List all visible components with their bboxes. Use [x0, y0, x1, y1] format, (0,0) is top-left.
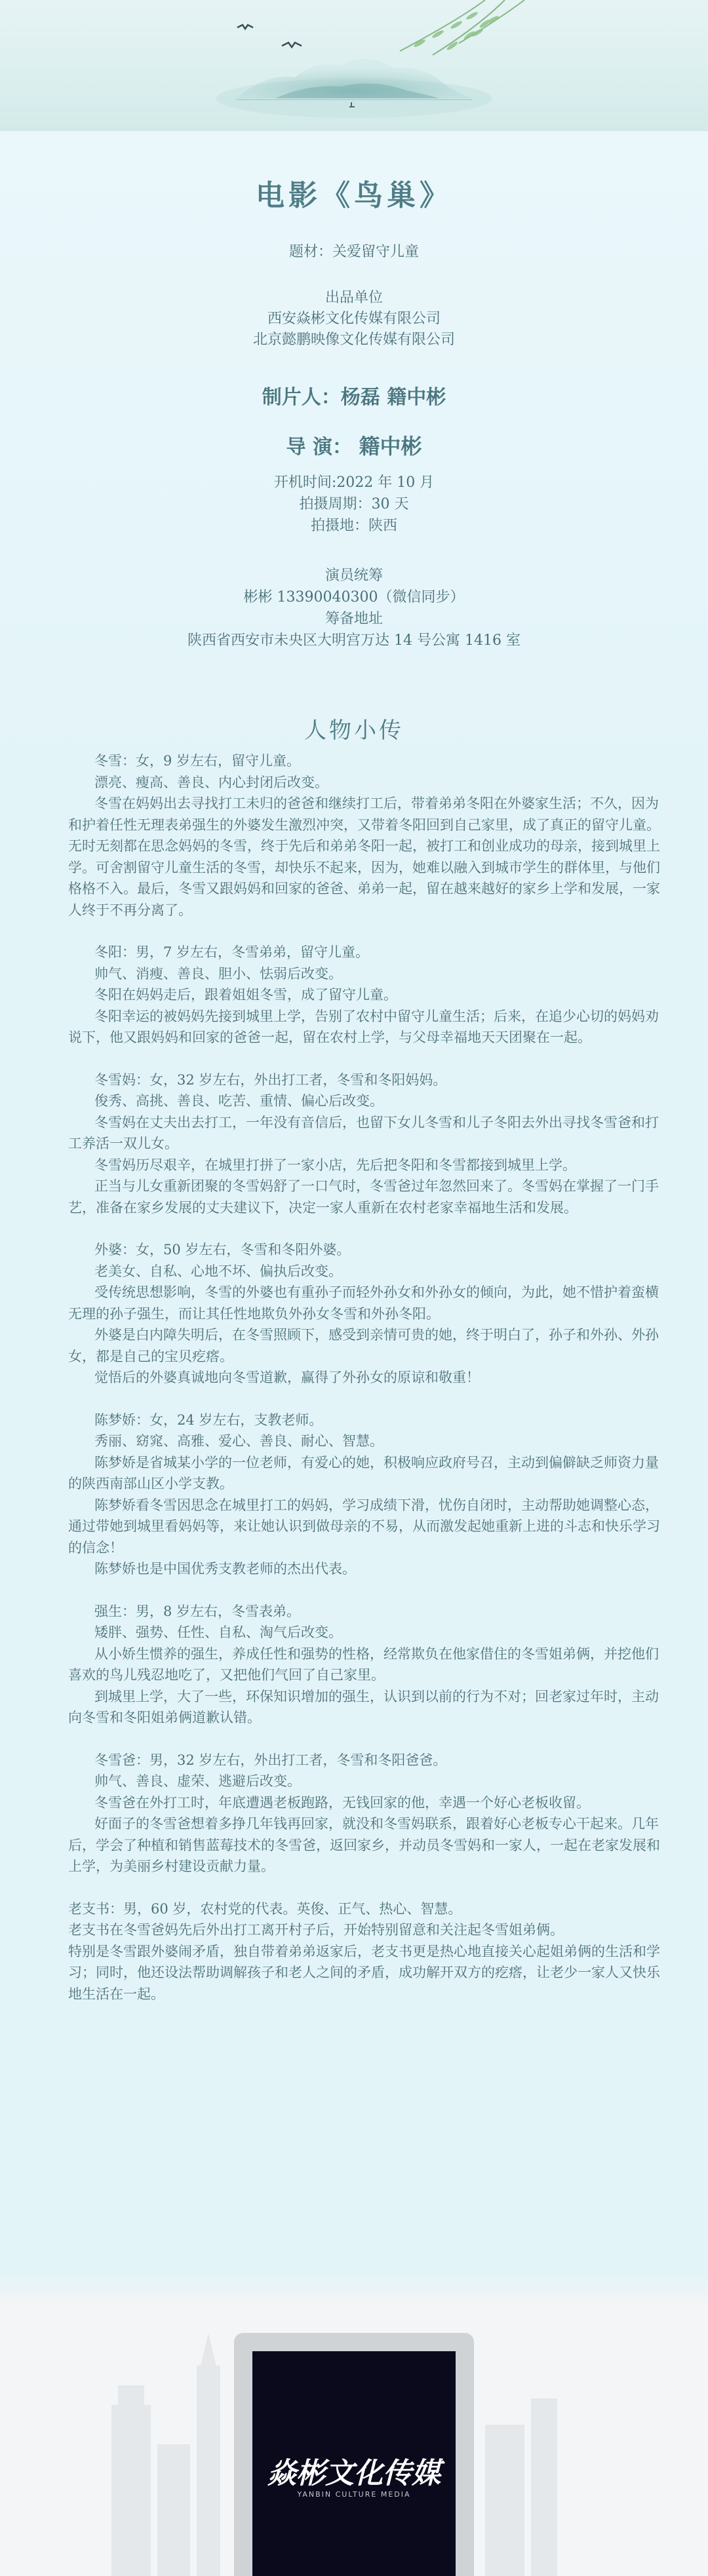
bio-paragraph: 强生：男，8 岁左右，冬雪表弟。 — [94, 1603, 301, 1619]
bio-paragraph: 冬雪妈：女，32 岁左右，外出打工者，冬雪和冬阳妈妈。 — [94, 1071, 447, 1088]
start-time: 开机时间:2022 年 10 月 — [273, 474, 435, 491]
logo-subtitle: YANBIN CULTURE MEDIA — [297, 2490, 411, 2499]
logo-name: 焱彬文化传媒 — [267, 2457, 441, 2490]
director-label: 导 演： — [286, 436, 352, 459]
bio-paragraph: 帅气、消瘦、善良、胆小、怯弱后改变。 — [94, 965, 342, 982]
footer — [0, 2274, 708, 2576]
producer-heading: 出品单位 — [324, 290, 383, 306]
theme-line: 题材：关爱留守儿童 — [288, 244, 419, 260]
bio-paragraph: 冬雪妈在丈夫出去打工，一年没有音信后，也留下女儿冬雪和儿子冬阳去外出寻找冬雪爸和打工养活一双儿女。 — [68, 1114, 659, 1151]
bio-paragraph: 陈梦娇看冬雪因思念在城里打工的妈妈，学习成绩下滑，忧伤自闭时，主动帮助她调整心态，通过带她到城里看妈妈等，来让她认识到做母亲的不易，从而激发起她重新上进的斗志和快乐学习的信念！ — [68, 1497, 660, 1556]
prep-address: 陕西省西安市未央区大明宫万达 14 号公寓 1416 室 — [187, 632, 521, 649]
bio-paragraph: 老支书在冬雪爸妈先后外出打工离开村子后，开始特别留意和关注起冬雪姐弟俩。 — [68, 1922, 564, 1938]
bio-paragraph: 到城里上学，大了一些，环保知识增加的强生，认识到以前的行为不对；回老家过年时，主动向冬雪和冬阳姐弟俩道歉认错。 — [68, 1688, 659, 1725]
bio-paragraph: 老支书：男，60 岁，农村党的代表。英俊、正气、热心、智慧。 — [68, 1900, 462, 1917]
bio-paragraph: 无时无刻都在思念妈妈的冬雪，终于先后和弟弟冬阳一起，被打工和创业成功的母亲，接到城里上学。可舍割留守儿童生活的冬雪，却快乐不起来，因为，她难以融入到城市学生的群体里，与他们格格不入。最后，冬雪又跟妈妈和回家的爸爸、弟弟一起，留在越来越好的家乡上学和发展，一家人终于不再分离了。 — [68, 838, 660, 918]
bio-paragraph: 冬雪：女，9 岁左右，留守儿童。 — [94, 753, 301, 769]
bio-paragraph: 好面子的冬雪爸想着多挣几年钱再回家，就没和冬雪妈联系，跟着好心老板专心干起来。几年后，学会了种植和销售蓝莓技术的冬雪爸，返回家乡，并动员冬雪妈和一家人，一起在老家发展和上学，为美丽乡村建设贡献力量。 — [68, 1816, 660, 1874]
prep-heading: 筹备地址 — [324, 611, 383, 627]
director-line — [0, 436, 708, 457]
producer-company-2: 北京懿鹏映像文化传媒有限公司 — [252, 332, 455, 348]
logo-frame — [234, 2333, 474, 2576]
producers-line: 制片人：杨磊 籍中彬 — [262, 386, 446, 409]
character-biographies — [68, 750, 665, 2005]
bio-paragraph: 陈梦娇也是中国优秀支教老师的杰出代表。 — [94, 1561, 356, 1577]
bio-paragraph: 冬阳幸运的被妈妈先接到城里上学，告别了农村中留守儿童生活；后来，在追少心切的妈妈劝说下，他又跟妈妈和回家的爸爸一起，留在农村上学，与父母幸福地天天团聚在一起。 — [68, 1008, 659, 1045]
bio-paragraph: 受传统思想影响，冬雪的外婆也有重孙子而轻外孙女和外孙女的倾向，为此，她不惜护着蛮横无理的孙子强生，而让其任性地欺负外孙女冬雪和外孙冬阳。 — [68, 1284, 659, 1322]
bio-paragraph: 冬雪爸在外打工时，年底遭遇老板跑路，无钱回家的他，幸遇一个好心老板收留。 — [94, 1794, 590, 1811]
header-illustration — [0, 0, 708, 131]
bio-paragraph: 冬雪爸：男，32 岁左右，外出打工者，冬雪和冬阳爸爸。 — [94, 1752, 447, 1768]
shoot-location: 拍摄地：陕西 — [310, 518, 397, 534]
bio-paragraph: 冬雪妈历尽艰辛，在城里打拼了一家小店，先后把冬阳和冬雪都接到城里上学。 — [94, 1157, 576, 1173]
bio-paragraph: 冬雪在妈妈出去寻找打工未归的爸爸和继续打工后，带着弟弟冬阳在外婆家生活；不久，因为和护着任性无理表弟强生的外婆发生激烈冲突，又带着冬阳回到自己家里，成了真正的留守儿童。 — [68, 796, 660, 833]
bio-paragraph: 老美女、自私、心地不坏、偏执后改变。 — [94, 1263, 342, 1279]
bio-paragraph: 漂亮、瘦高、善良、内心封闭后改变。 — [94, 774, 328, 790]
bio-paragraph: 陈梦娇是省城某小学的一位老师，有爱心的她，积极响应政府号召，主动到偏僻缺乏师资力量的陕西南部山区小学支教。 — [68, 1454, 659, 1491]
bio-paragraph: 正当与儿女重新团聚的冬雪妈舒了一口气时，冬雪爸过年忽然回来了。冬雪妈在掌握了一门手艺，准备在家乡发展的丈夫建议下，决定一家人重新在农村老家幸福地生活和发展。 — [68, 1178, 659, 1216]
bio-paragraph: 陈梦娇：女，24 岁左右，支教老师。 — [94, 1412, 323, 1428]
casting-heading: 演员统筹 — [324, 567, 383, 584]
producer-company-1: 西安焱彬文化传媒有限公司 — [267, 311, 441, 327]
bio-paragraph: 外婆是白内障失明后，在冬雪照顾下，感受到亲情可贵的她，终于明白了，孙子和外孙、外孙女，都是自己的宝贝疙瘩。 — [68, 1327, 659, 1364]
bio-paragraph: 秀丽、窈窕、高雅、爱心、善良、耐心、智慧。 — [94, 1433, 384, 1449]
company-logo — [252, 2351, 456, 2576]
casting-contact: 彬彬 13390040300（微信同步） — [243, 589, 465, 606]
bio-paragraph: 特别是冬雪跟外婆闹矛盾，独自带着弟弟返家后，老支书更是热心地直接关心起姐弟俩的生活和学习；同时，他还设法帮助调解孩子和老人之间的矛盾，成功解开双方的疙瘩，让老少一家人又快乐地生活在一起。 — [68, 1943, 660, 2002]
bio-paragraph: 矮胖、强势、任性、自私、淘气后改变。 — [94, 1624, 342, 1640]
page-title: 电影《鸟巢》 — [256, 179, 452, 212]
bio-paragraph: 俊秀、高挑、善良、吃苦、重情、偏心后改变。 — [94, 1093, 384, 1109]
section-title-biographies: 人物小传 — [304, 718, 404, 744]
bio-paragraph: 冬阳：男，7 岁左右，冬雪弟弟，留守儿童。 — [94, 944, 370, 960]
bio-paragraph: 觉悟后的外婆真诚地向冬雪道歉，赢得了外孙女的原谅和敬重！ — [94, 1370, 480, 1385]
shoot-cycle: 拍摄周期：30 天 — [299, 496, 409, 512]
bio-paragraph: 外婆：女，50 岁左右，冬雪和冬阳外婆。 — [94, 1242, 351, 1258]
bio-paragraph: 从小娇生惯养的强生，养成任性和强势的性格，经常欺负在他家借住的冬雪姐弟俩，并挖他们喜欢的鸟儿残忍地吃了，又把他们气回了自己家里。 — [68, 1645, 659, 1683]
director-name: 籍中彬 — [359, 434, 422, 459]
landscape-illustration — [0, 0, 708, 131]
bio-paragraph: 冬阳在妈妈走后，跟着姐姐冬雪，成了留守儿童。 — [94, 987, 397, 1003]
bio-paragraph: 帅气、善良、虚荣、逃避后改变。 — [94, 1773, 301, 1789]
